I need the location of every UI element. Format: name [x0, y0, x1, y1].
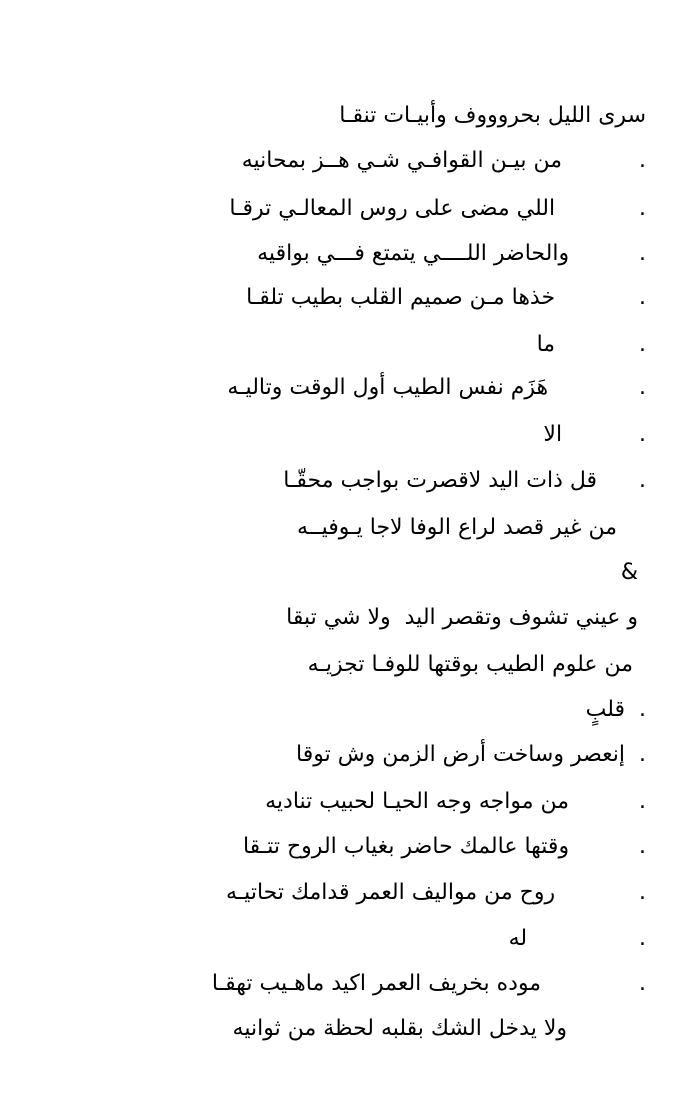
poem-line-14: . إنعصر وساخت أرض الزمن وش توقا	[296, 742, 646, 767]
poem-line-12: من علوم الطيب بوقتها للوفـا تجزيـه	[307, 652, 633, 677]
poem-line-1: سرى الليل بحروووف وأبيـات تنقـا	[339, 103, 646, 128]
poem-line-18: . له	[508, 926, 646, 951]
poem-line-13: . قلبٍ	[585, 697, 646, 722]
poem-line-15: . من مواجه وجه الحيـا لحبيب تناديه	[265, 789, 646, 814]
poem-line-2: . من بيـن القوافـي شـي هــز بمحانيه	[241, 148, 646, 173]
poem-line-3: . اللي مضى على روس المعالـي ترقـا	[229, 196, 646, 221]
poem-line-8: . الا	[543, 422, 646, 447]
poem-line-11: و عيني تشوف وتقصر اليد ولا شي تبقا	[286, 605, 638, 630]
poem-line-19: . موده بخريف العمر اكيد ماهـيب تهقـا	[211, 971, 646, 996]
poem-line-9: . قل ذات اليد لاقصرت بواجب محقّـا	[283, 468, 646, 493]
poem-line-17: . روح من مواليف العمر قدامك تحاتيـه	[225, 880, 646, 905]
poem-line-4: . والحاضر اللــــي يتمتع فـــي بواقيه	[257, 241, 646, 266]
poem-line-7: . هَزَم نفس الطيب أول الوقت وتاليـه	[227, 375, 646, 400]
poem-line-5: . خذها مـن صميم القلب بطيب تلقـا	[246, 285, 646, 310]
poem-line-10: من غير قصد لراع الوفا لاجا يـوفيــه	[296, 515, 617, 540]
ampersand: &	[620, 560, 638, 585]
poem-line-6: . ما	[536, 332, 646, 357]
poem-line-16: . وقتها عالمك حاضر بغياب الروح تتـقا	[242, 834, 646, 859]
poem-line-20: ولا يدخل الشك بقلبه لحظة من ثوانيه	[232, 1016, 567, 1041]
